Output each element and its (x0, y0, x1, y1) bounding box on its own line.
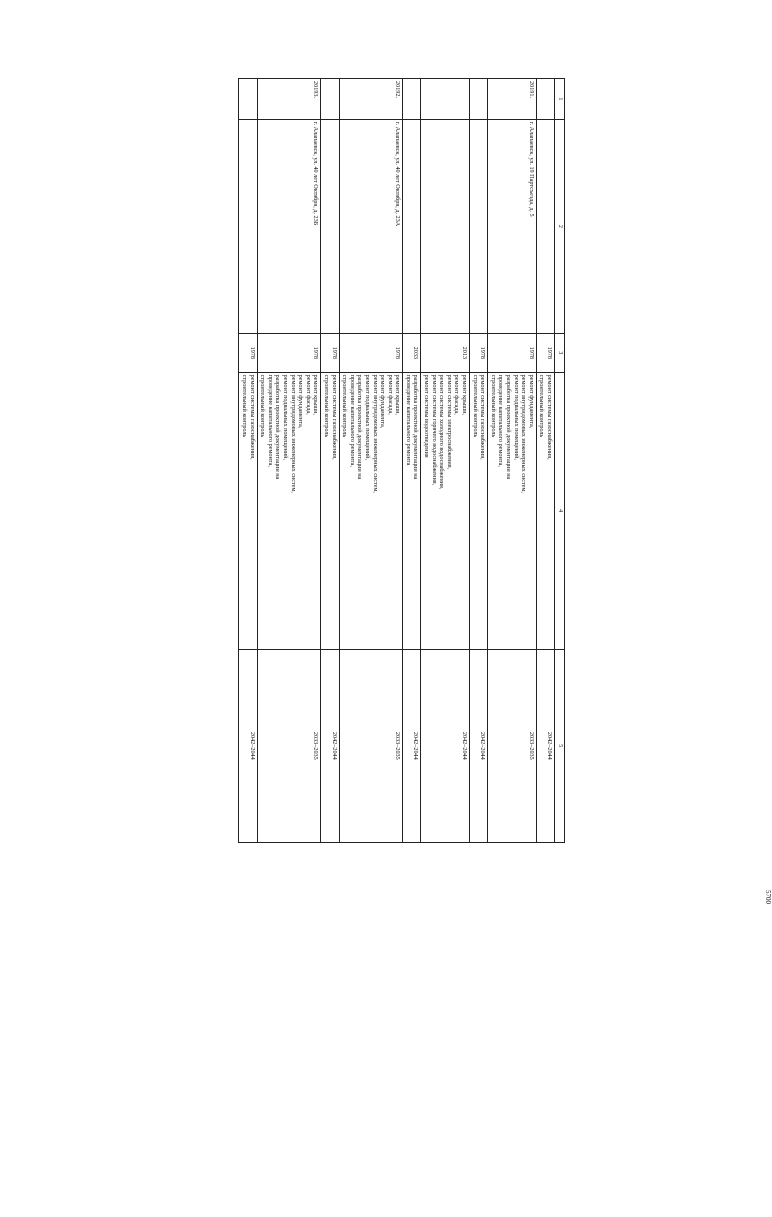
works-cell (257, 372, 321, 649)
period-cell: 2042–2044 (403, 649, 421, 842)
address-cell: г. Алапаевск, ул. 40 лет Октября, д. 23Б (257, 119, 321, 333)
header-row (555, 79, 565, 843)
row-id-cell (321, 79, 339, 120)
work-item: проведение капитального ремонта, (497, 374, 505, 467)
work-item: ремонт фасада, (304, 374, 312, 415)
works-cell (403, 372, 421, 649)
address-cell (239, 119, 257, 333)
col-header-5: 5 (555, 649, 565, 842)
col-header-3: 3 (555, 334, 565, 373)
period-cell: 2033–2035 (257, 649, 321, 842)
work-item: ремонт системы газоснабжения, (330, 374, 338, 460)
year-cell: 1978 (321, 334, 339, 373)
work-item: ремонт фундамента, (527, 374, 535, 429)
table-row (403, 79, 421, 843)
table-row (421, 79, 470, 843)
col-header-4: 4 (555, 372, 565, 649)
address-cell: г. Алапаевск, ул. 40 лет Октября, д. 23А (339, 119, 403, 333)
year-cell: 1978 (239, 334, 257, 373)
year-cell: 1978 (339, 334, 403, 373)
works-cell (421, 372, 470, 649)
row-id-cell: 20191. (488, 79, 537, 120)
work-item: проведение капитального ремонта (404, 374, 412, 466)
work-item: ремонт системы электроснабжения, (445, 374, 453, 470)
work-item: ремонт внутридомовых инженерных систем, (289, 374, 297, 493)
address-cell (403, 119, 421, 333)
col-header-2: 2 (555, 119, 565, 333)
work-item: ремонт крыши, (394, 374, 402, 415)
works-cell (488, 372, 537, 649)
row-id-cell (536, 79, 554, 120)
row-id-cell (470, 79, 488, 120)
address-cell (321, 119, 339, 333)
table-row (470, 79, 488, 843)
work-item: ремонт системы водоотведения (423, 374, 431, 458)
work-item: ремонт системы холодного водоснабжения, (438, 374, 446, 490)
period-cell: 2033–2035 (339, 649, 403, 842)
address-cell (470, 119, 488, 333)
col-header-1: 1 (555, 79, 565, 120)
work-item: строительный контроль (322, 374, 330, 438)
work-item: ремонт подвальных помещений, (282, 374, 289, 461)
document-page (78, 78, 565, 843)
address-cell (536, 119, 554, 333)
work-item: ремонт системы горячего водоснабжения, (430, 374, 438, 486)
works-cell (321, 372, 339, 649)
work-item: ремонт подвальных помещений, (363, 374, 371, 461)
work-item: проведение капитального ремонта, (348, 374, 356, 467)
work-item: ремонт фасада, (386, 374, 394, 415)
work-item: ремонт фундамента, (379, 374, 387, 429)
work-item: строительный контроль (471, 374, 479, 438)
work-item: ремонт системы газоснабжения, (248, 374, 256, 460)
works-cell (239, 372, 257, 649)
work-item: ремонт крыши, (312, 374, 320, 415)
work-item: ремонт подвальных помещений, (512, 374, 520, 461)
work-item: ремонт системы газоснабжения, (479, 374, 487, 460)
work-item: разработка проектной документации на (505, 374, 513, 480)
work-item: ремонт системы газоснабжения, (546, 374, 553, 460)
year-cell: 1978 (470, 334, 488, 373)
address-cell: г. Алапаевск, ул. 19 Партсъезда, д. 5 (488, 119, 537, 333)
period-cell: 2042–2044 (470, 649, 488, 842)
row-id-cell (239, 79, 257, 120)
work-item: проведение капитального ремонта, (266, 374, 274, 467)
work-item: разработка проектной документации на (356, 374, 364, 480)
work-item: строительный контроль (341, 374, 349, 438)
work-item: строительный контроль (259, 374, 267, 438)
work-item: строительный контроль (489, 374, 497, 438)
period-cell: 2042–2044 (421, 649, 470, 842)
year-cell: 1978 (257, 334, 321, 373)
work-item: ремонт фундамента, (297, 374, 305, 429)
year-cell: 2033 (403, 334, 421, 373)
work-item: ремонт крыши, (461, 374, 469, 415)
address-cell (421, 119, 470, 333)
work-item: ремонт внутридомовых инженерных систем, (520, 374, 528, 493)
year-cell: 2013 (421, 334, 470, 373)
period-cell: 2042–2044 (239, 649, 257, 842)
table-row (321, 79, 339, 843)
year-cell: 1978 (536, 334, 554, 373)
page-number: 5700 (764, 890, 772, 904)
period-cell: 2042–2044 (321, 649, 339, 842)
work-item: строительный контроль (538, 374, 546, 438)
work-item: ремонт фасада, (453, 374, 461, 415)
work-item: разработка проектной документации на (412, 374, 420, 480)
work-item: ремонт внутридомовых инженерных систем, (371, 374, 379, 493)
capital-repair-table (238, 78, 565, 843)
works-cell (536, 372, 554, 649)
row-id-cell (421, 79, 470, 120)
year-cell: 1978 (488, 334, 537, 373)
work-item: разработка проектной документации на (274, 374, 282, 480)
row-id-cell: 20193. (257, 79, 321, 120)
works-cell (470, 372, 488, 649)
period-cell: 2042–2044 (536, 649, 554, 842)
table-row (239, 79, 257, 843)
table-row (339, 79, 403, 843)
table-body (239, 79, 555, 843)
row-id-cell (403, 79, 421, 120)
table-row (536, 79, 554, 843)
table-row (488, 79, 537, 843)
works-cell (339, 372, 403, 649)
row-id-cell: 20192. (339, 79, 403, 120)
work-item: строительный контроль (241, 374, 249, 438)
table-row (257, 79, 321, 843)
period-cell: 2033–2035 (488, 649, 537, 842)
